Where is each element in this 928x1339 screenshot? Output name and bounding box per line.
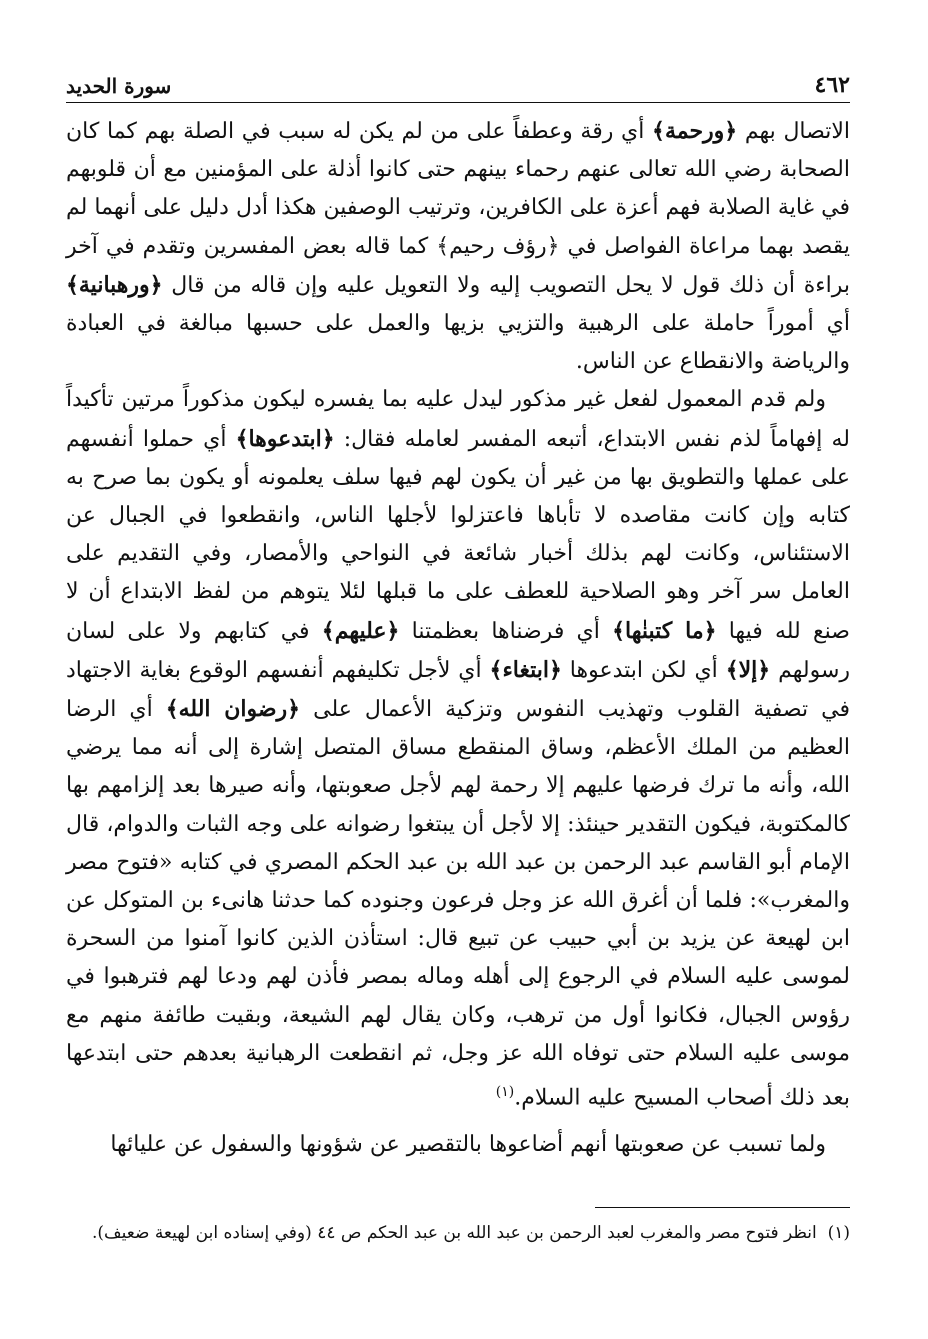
footnote-1	[66, 1218, 850, 1248]
page-header	[66, 62, 850, 103]
footnote-reference: (١)	[495, 1084, 515, 1101]
text-run: أي الرضا العظيم من الملك الأعظم، وساق المنقطع مساق المتصل إشارة إلى أنه مما يرضي الله، وأنه ما ترك فرضها عليهم إلا رحمة لهم لأجل صعوبتها، وأنه صيرها بعد إلزامهم بها كالمكتوبة، فيكون التقدير حينئذ: إلا لأجل أن يبتغوا رضوانه على وجه الثبات والدوام، قال الإمام أبو القاسم عبد الرحمن بن عبد الله بن عبد الحكم المصري في كتابه «فتوح مصر والمغرب»: فلما أن أغرق الله عز وجل فرعون وجنوده كما حدثنا هانىء بن المتوكل عن ابن لهيعة عن يزيد بن أبي حبيب عن تبيع قال: استأذن الذين كانوا آمنوا من السحرة لموسى عليه السلام في الرجوع إلى أهله وماله بمصر فأذن لهم ودعا لهم فترهبوا في رؤوس الجبال، فكانوا أول من ترهب، وكان يقال لهم الشيعة، وبقيت طائفة منهم مع موسى عليه السلام حتى توفاه الله عز وجل، ثم انقطعت الرهبانية بعدهم حتى ابتدعها بعد ذلك أصحاب المسيح عليه السلام.	[66, 697, 850, 1111]
text-run: الاتصال بهم	[737, 119, 850, 144]
surah-title: سورة الحديد	[66, 74, 172, 98]
paragraph-2	[66, 381, 850, 1117]
text-run: أي رقة وعطفاً على من لم يكن له سبب في الصلة بهم كما كان الصحابة رضي الله تعالى عنهم رحماء بينهم حتى كانوا أذلة على المؤمنين مع أن قلوبهم في غاية الصلابة فهم أعزة على الكافرين، وترتيب الوصفين هكذا أدل دليل على أنهما لم يقصد بهما مراعاة الفواصل في	[66, 119, 850, 259]
text-run: أي أموراً حاملة على الرهبية والتزيي بزيها والعمل على حسبها مبالغة في العبادة والرياضة والانقطاع عن الناس.	[66, 311, 850, 375]
footnote-marker: (١)	[827, 1223, 850, 1243]
text-run: كما قاله بعض المفسرين وتقدم في آخر براءة أن ذلك قول لا يحل التصويب إليه ولا التعويل عليه وإن قاله من قال	[66, 233, 850, 298]
quran-quote: ﴿إلا﴾	[725, 656, 771, 683]
page-number: ٤٦٢	[814, 72, 850, 98]
text-run: في كتابهم ولا على لسان رسولهم	[66, 618, 851, 683]
text-run: ولم قدم المعمول لفعل غير مذكور ليدل عليه بما يفسره ليكون مذكوراً مرتين تأكيداً له إفهاماً لذم نفس الابتداع، أتبعه المفسر لعامله فقال:	[66, 387, 850, 452]
main-text	[66, 112, 850, 1164]
paragraph-1	[66, 112, 850, 381]
quran-quote: ﴿رؤف رحيم﴾	[436, 233, 560, 259]
quran-quote: ﴿ابتغاء﴾	[489, 656, 562, 683]
quran-quote: ﴿رضوان الله﴾	[165, 696, 301, 723]
text-run: ولما تسبب عن صعوبتها أنهم أضاعوها بالتقصير عن شؤونها والسفول عن عليائها	[110, 1131, 826, 1157]
footnotes	[66, 1218, 850, 1248]
paragraph-3	[66, 1126, 850, 1164]
text-run: أي لكن ابتدعوها	[561, 657, 726, 683]
quran-quote: ﴿ابتدعوها﴾	[235, 425, 335, 452]
text-run: أي حملوا أنفسهم على عملها والتطويق بها من غير أن يكون لهم فيها سلف يعلمونه أو يكون بما صرح به كتابه وإن كانت مقاصده لا تأباها فاعتزلوا لأجلها الناس، وانقطعوا في الجبال عن الاستئناس، وكانت لهم بذلك أخبار شائعة في النواحي والأمصار، وفي التقديم على العامل سر آخر وهو الصلاحية للعطف على ما قبلها لئلا يتوهم من لفظ الابتداع أن لا صنع لله فيها	[66, 426, 850, 644]
text-run: أي لأجل تكليفهم أنفسهم الوقوع بغاية الاجتهاد في تصفية القلوب وتهذيب النفوس وتزكية الأعمال على	[66, 657, 850, 723]
quran-quote: ﴿ورحمة﴾	[652, 118, 738, 144]
text-run: أي فرضناها بعظمتنا	[399, 618, 613, 644]
quran-quote: ﴿عليهم﴾	[321, 617, 400, 644]
quran-quote: ﴿ما كتبنٰها﴾	[612, 617, 717, 644]
footnote-divider	[595, 1207, 850, 1208]
footnote-text: انظر فتوح مصر والمغرب لعبد الرحمن بن عبد الله بن عبد الحكم ص ٤٤ (وفي إسناده ابن لهيعة ضعيف).	[92, 1223, 817, 1243]
quran-quote: ﴿ورهبانية﴾	[66, 271, 163, 298]
